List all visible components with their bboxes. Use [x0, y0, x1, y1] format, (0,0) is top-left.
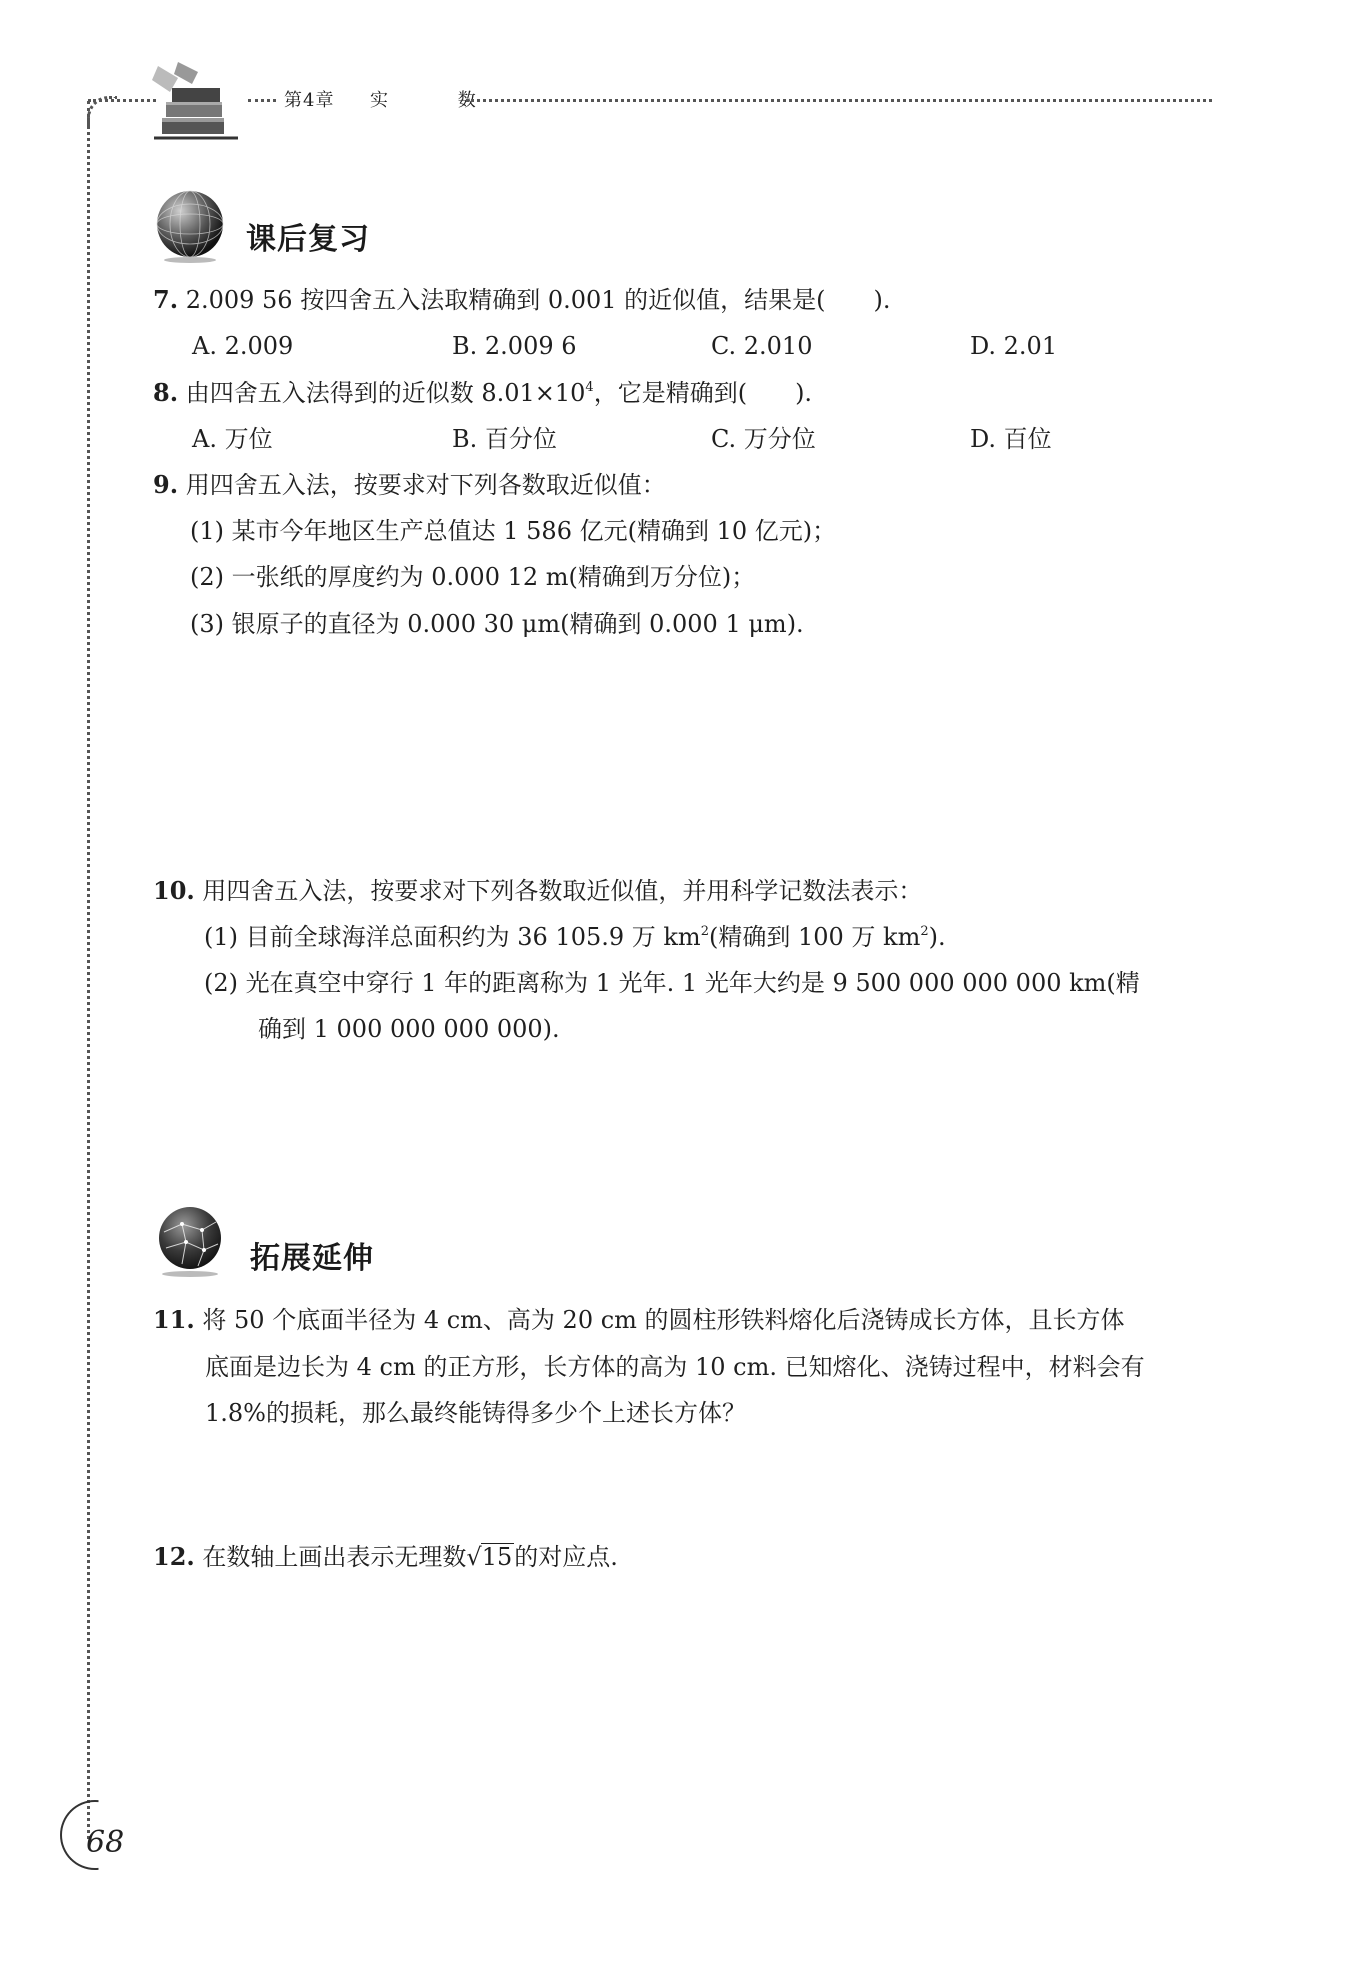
- mesh-sphere-icon: [152, 188, 228, 264]
- option-d: D. 百位: [970, 425, 1052, 453]
- question-text: 用四舍五入法，按要求对下列各数取近似值，并用科学记数法表示：: [202, 877, 923, 905]
- sqrt-symbol: √: [466, 1543, 482, 1571]
- question-number: 9.: [153, 470, 179, 499]
- sub-item-1: [204, 922, 946, 952]
- question-text-line-1: 将 50 个底面半径为 4 cm、高为 20 cm 的圆柱形铁料熔化后浇铸成长方体，且长方体: [202, 1306, 1125, 1334]
- margin-dotted-rule: [87, 101, 90, 1839]
- question-number: 10.: [153, 876, 195, 905]
- chapter-number: 第4章: [284, 90, 335, 111]
- stacked-books-icon: [148, 58, 243, 148]
- option-d: D. 2.01: [970, 332, 1058, 360]
- exponent: 4: [585, 380, 594, 395]
- question-text-line-3: 1.8%的损耗，那么最终能铸得多少个上述长方体？: [205, 1399, 746, 1427]
- chapter-title: 实 数: [370, 90, 508, 111]
- radicand: 15: [481, 1543, 513, 1571]
- option-c: C. 2.010: [711, 332, 813, 360]
- question-number: 12.: [153, 1542, 195, 1571]
- question-10: [153, 876, 922, 906]
- sub-item-3: (3) 银原子的直径为 0.000 30 μm(精确到 0.000 1 μm).: [190, 610, 804, 638]
- question-text: 2.009 56 按四舍五入法取精确到 0.001 的近似值，结果是( ).: [185, 286, 891, 314]
- question-9: [153, 470, 666, 500]
- exponent: 2: [700, 924, 709, 939]
- sub-item-2-line-2: 确到 1 000 000 000 000).: [258, 1015, 560, 1043]
- option-b: B. 百分位: [452, 425, 557, 453]
- section-title-review: 课后复习: [246, 222, 370, 257]
- sub-item-2: (2) 一张纸的厚度约为 0.000 12 m(精确到万分位)；: [190, 563, 756, 591]
- header-dotted-rule-mid: [248, 99, 276, 102]
- exponent: 2: [920, 924, 929, 939]
- sub-item-1: (1) 某市今年地区生产总值达 1 586 亿元(精确到 10 亿元)；: [190, 517, 837, 545]
- option-a: A. 2.009: [192, 332, 294, 360]
- sub-item-text: ).: [928, 923, 946, 951]
- sub-item-2-line-1: (2) 光在真空中穿行 1 年的距离称为 1 光年. 1 光年大约是 9 500 000 000 000 km(精: [204, 969, 1140, 997]
- sub-item-text: (1) 目前全球海洋总面积约为 36 105.9 万 km: [204, 923, 701, 951]
- question-11: [153, 1305, 1125, 1335]
- section-title-extension: 拓展延伸: [250, 1241, 374, 1276]
- page-number: 68: [86, 1825, 125, 1860]
- question-text-line-2: 底面是边长为 4 cm 的正方形，长方体的高为 10 cm. 已知熔化、浇铸过程中，材料会有: [205, 1353, 1145, 1381]
- header-dotted-rule-right: [466, 99, 1212, 102]
- option-a: A. 万位: [192, 425, 273, 453]
- question-text: 用四舍五入法，按要求对下列各数取近似值：: [185, 471, 666, 499]
- question-8: [153, 378, 812, 408]
- question-text: 在数轴上画出表示无理数: [202, 1543, 467, 1571]
- question-number: 8.: [153, 378, 179, 407]
- question-text-tail: ，它是精确到( ).: [593, 379, 813, 407]
- header-dotted-rule-left: [88, 99, 156, 102]
- question-number: 11.: [153, 1305, 195, 1334]
- question-7: [153, 285, 891, 315]
- question-text-tail: 的对应点.: [514, 1543, 618, 1571]
- option-c: C. 万分位: [711, 425, 816, 453]
- sub-item-text: (精确到 100 万 km: [708, 923, 921, 951]
- question-number: 7.: [153, 285, 179, 314]
- question-text: 由四舍五入法得到的近似数 8.01×10: [185, 379, 586, 407]
- option-b: B. 2.009 6: [452, 332, 577, 360]
- network-globe-icon: [152, 1204, 228, 1280]
- question-12: [153, 1542, 618, 1572]
